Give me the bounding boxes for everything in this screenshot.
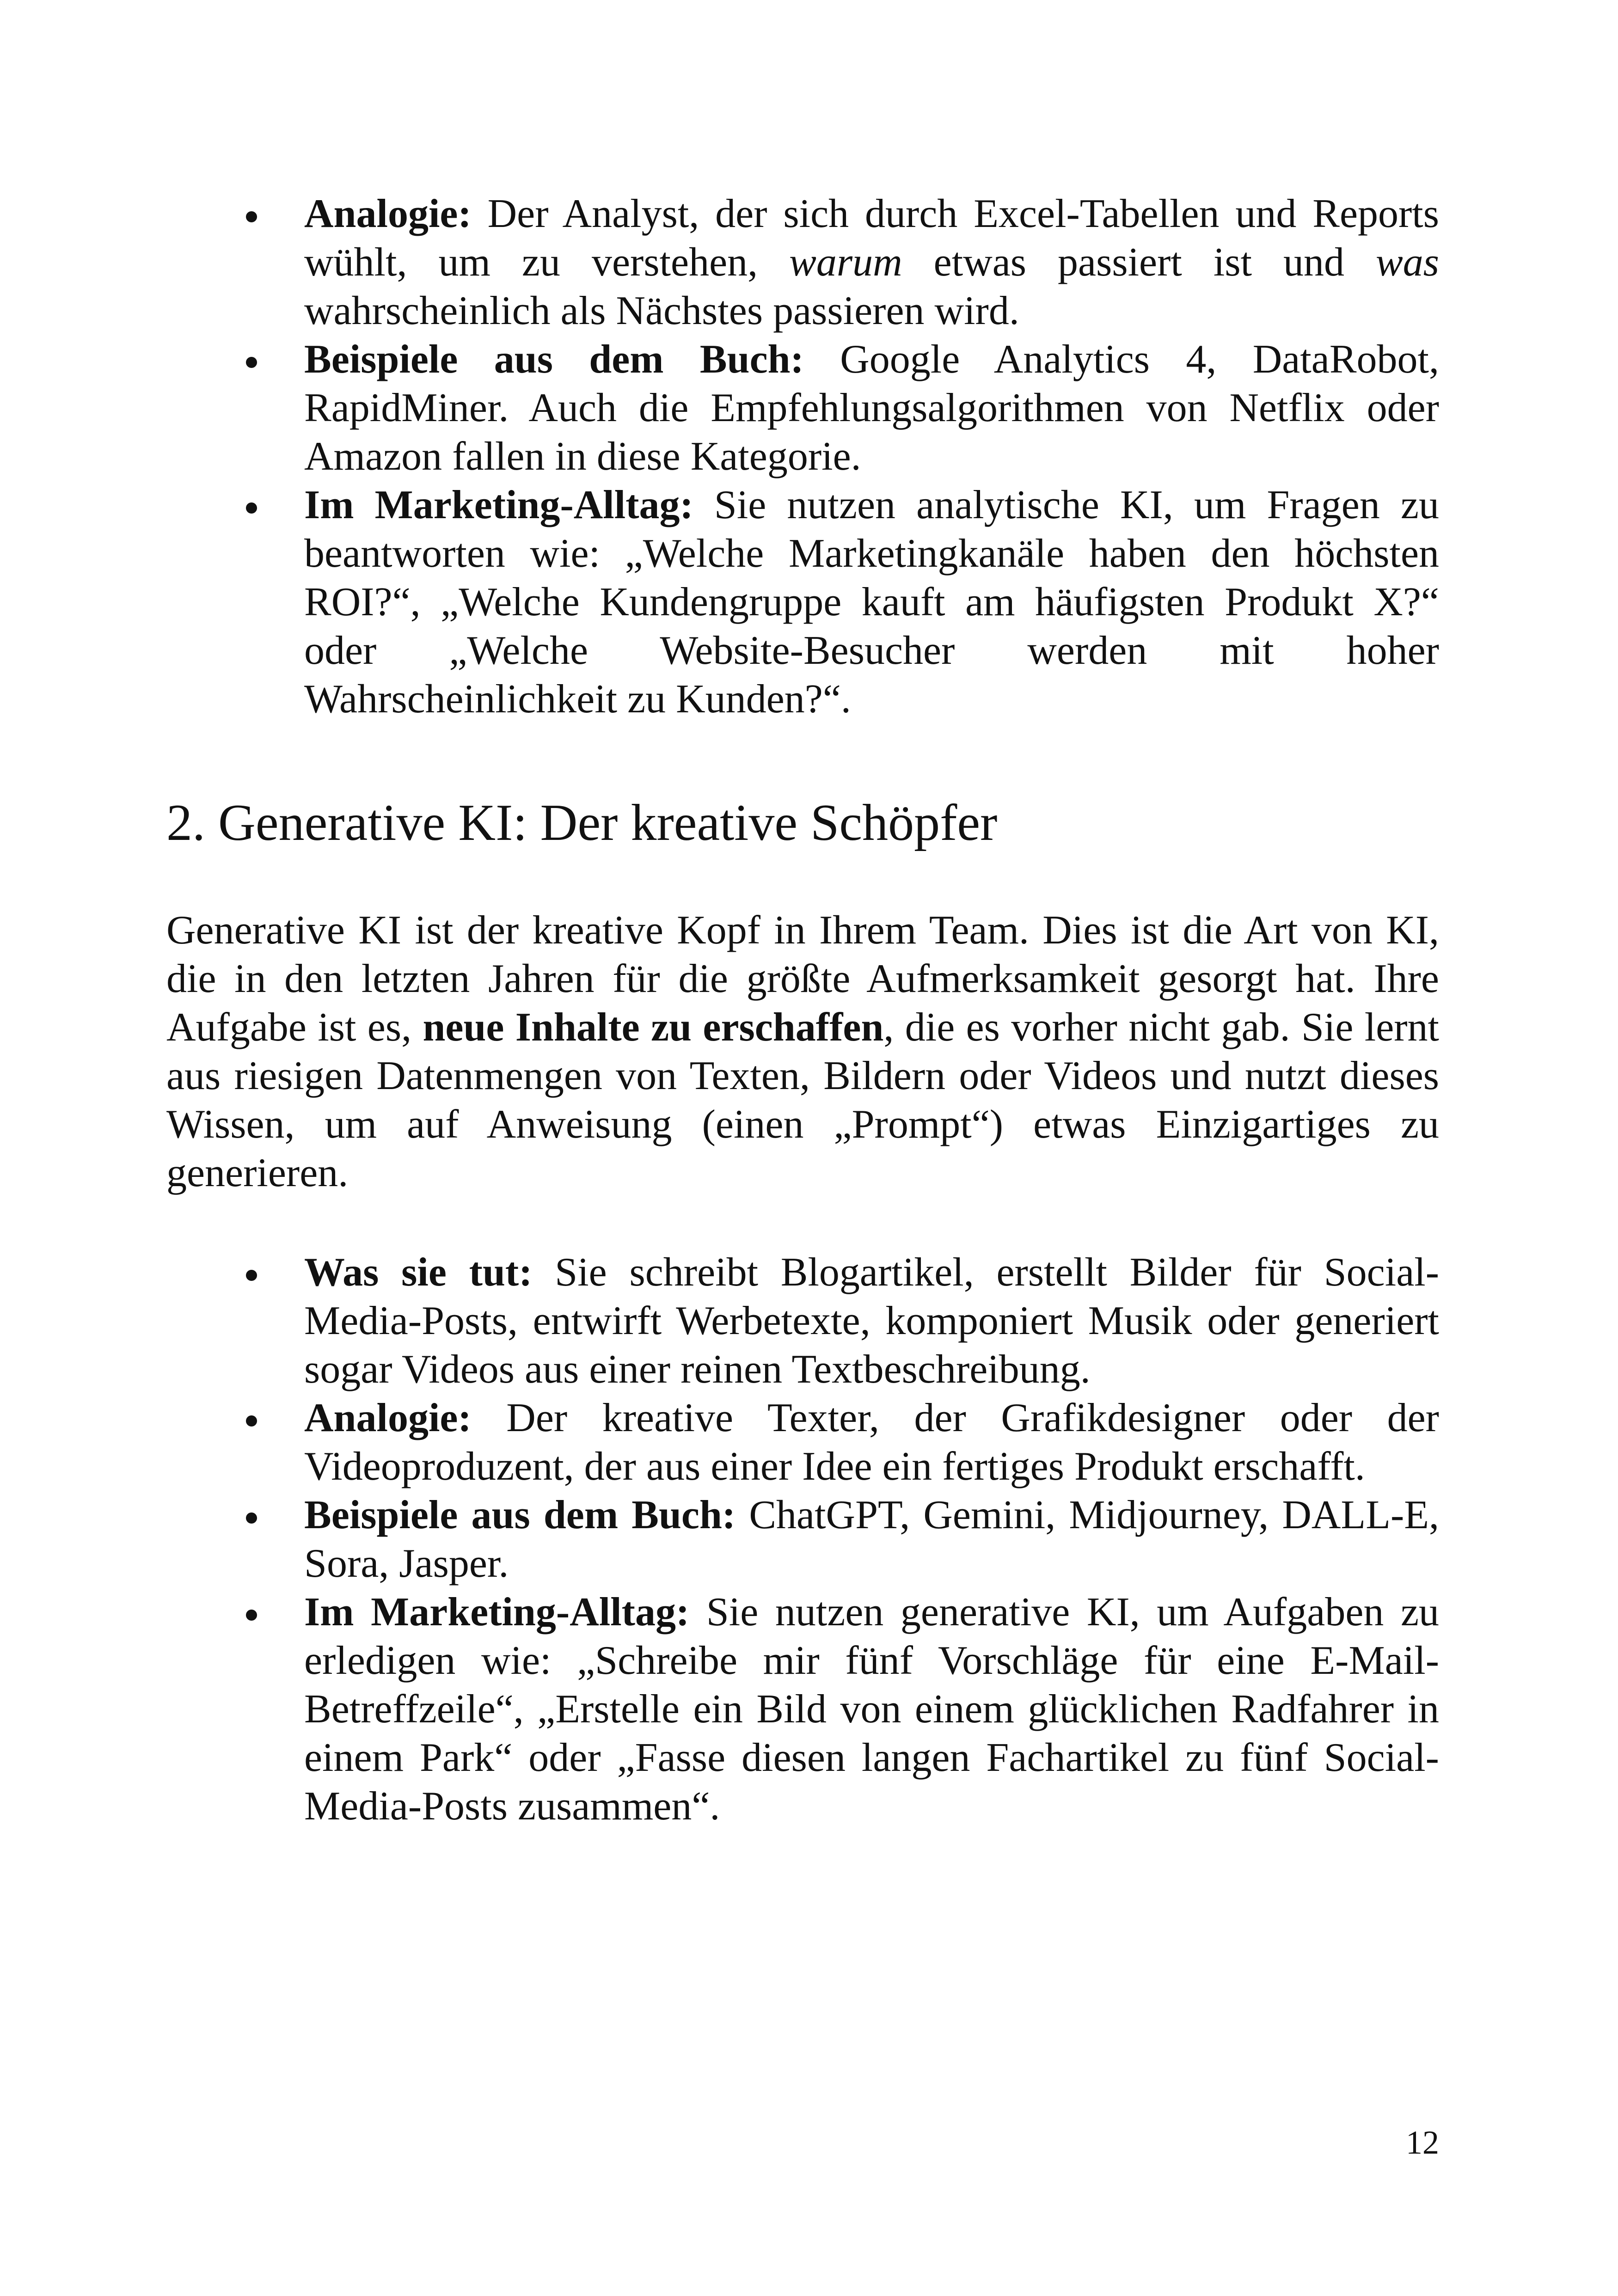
section-heading: 2. Generative KI: Der kreative Schöpfer bbox=[166, 794, 998, 851]
list-item-lead: Was sie tut: bbox=[304, 1250, 533, 1295]
bullet-list-generative-ai bbox=[166, 1248, 1439, 1831]
list-item bbox=[166, 335, 1439, 481]
emphasis-was: was bbox=[1376, 240, 1439, 285]
bullet-icon bbox=[246, 1610, 257, 1621]
emphasis-warum: warum bbox=[789, 240, 902, 285]
list-item-lead: Beispiele aus dem Buch: bbox=[304, 337, 804, 382]
list-item bbox=[166, 1491, 1439, 1588]
list-item-text: Im Marketing-Alltag: Sie nutzen generative KI, um Aufgaben zu erledigen wie: „Schreibe mir fünf Vorschläge für eine E-Mail-Betreffzeile“, „Erstelle ein Bild von einem glücklichen Radfahrer in einem Park“ oder „Fasse diesen langen Fachartikel zu fünf Social-Media-Posts zusammen“. bbox=[304, 1590, 1440, 1829]
list-item bbox=[166, 1248, 1439, 1394]
list-item-lead: Im Marketing-Alltag: bbox=[304, 483, 693, 527]
list-item bbox=[166, 190, 1439, 335]
bullet-icon bbox=[246, 502, 257, 514]
list-item-text: Analogie: Der kreative Texter, der Grafikdesigner oder der Videoproduzent, der aus einer Idee ein fertiges Produkt erschafft. bbox=[304, 1396, 1439, 1489]
bullet-icon bbox=[246, 211, 257, 222]
list-item-lead: Analogie: bbox=[304, 1396, 472, 1440]
list-item-text: Beispiele aus dem Buch: Google Analytics 4, DataRobot, RapidMiner. Auch die Empfehlungsalgorithmen von Netflix oder Amazon fallen in diese Kategorie. bbox=[304, 337, 1440, 479]
intro-paragraph: Generative KI ist der kreative Kopf in Ihrem Team. Dies ist die Art von KI, die in den letzten Jahren für die größte Aufmerksamkeit gesorgt hat. Ihre Aufgabe ist es, neue Inhalte zu erschaffen, die es vorher nicht gab. Sie lernt aus riesigen Datenmengen von Texten, Bildern oder Videos und nutzt dieses Wissen, um auf Anweisung (einen „Prompt“) etwas Einzigartiges zu generieren. bbox=[166, 908, 1440, 1195]
bullet-icon bbox=[246, 357, 257, 368]
list-item bbox=[166, 1394, 1439, 1491]
list-item-text: Was sie tut: Sie schreibt Blogartikel, erstellt Bilder für Social-Media-Posts, entwirft Werbetexte, komponiert Musik oder generiert sogar Videos aus einer reinen Textbeschreibung. bbox=[304, 1250, 1440, 1392]
bullet-icon bbox=[246, 1415, 257, 1427]
list-item-lead: Im Marketing-Alltag: bbox=[304, 1590, 690, 1635]
list-item bbox=[166, 1588, 1439, 1831]
list-item bbox=[166, 481, 1439, 723]
bullet-list-analytical-ai bbox=[166, 190, 1439, 723]
page-number: 12 bbox=[1406, 2124, 1439, 2161]
list-item-text: Beispiele aus dem Buch: ChatGPT, Gemini, Midjourney, DALL-E, Sora, Jasper. bbox=[304, 1493, 1440, 1586]
list-item-lead: Beispiele aus dem Buch: bbox=[304, 1493, 736, 1537]
bullet-icon bbox=[246, 1512, 257, 1524]
bullet-icon bbox=[246, 1270, 257, 1281]
list-item-text: Analogie: Der Analyst, der sich durch Excel-Tabellen und Reports wühlt, um zu verstehen, warum etwas passiert ist und was wahrscheinlich als Nächstes passieren wird. bbox=[304, 191, 1439, 333]
list-item-lead: Analogie: bbox=[304, 191, 472, 236]
list-item-text: Im Marketing-Alltag: Sie nutzen analytische KI, um Fragen zu beantworten wie: „Welche Marketingkanäle haben den höchsten ROI?“, „Welche Kundengruppe kauft am häufigsten Produkt X?“ oder „Welche Website-Besucher werden mit hoher Wahrscheinlichkeit zu Kunden?“. bbox=[304, 483, 1439, 722]
emphasis-new-content: neue Inhalte zu erschaffen bbox=[423, 1005, 884, 1050]
